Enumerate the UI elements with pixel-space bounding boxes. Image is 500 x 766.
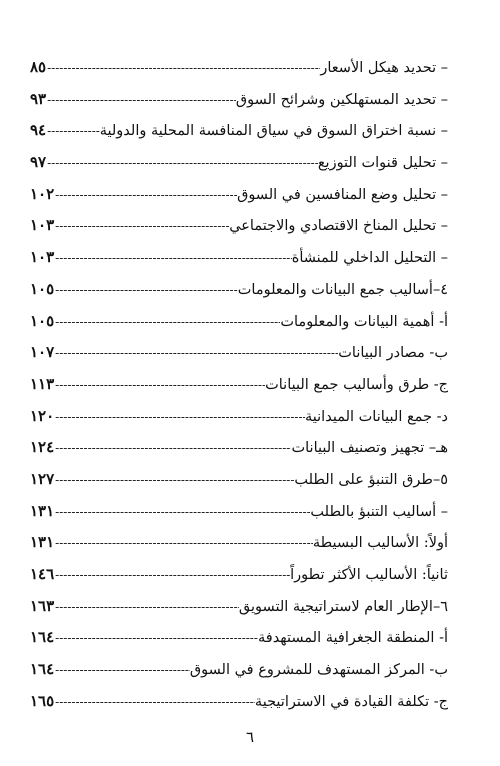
toc-page: ٩٤ <box>30 121 47 140</box>
toc-entry <box>30 628 448 660</box>
toc-page: ١٠٢ <box>30 184 55 203</box>
toc-page: ١٣١ <box>30 533 55 552</box>
toc-title: د- جمع البيانات الميدانية <box>305 408 448 425</box>
toc-page: ١٢٧ <box>30 469 55 488</box>
toc-title: أ- المنطقة الجغرافية المستهدفة <box>257 630 448 647</box>
toc-entry <box>30 533 448 565</box>
toc-page: ١٤٦ <box>30 565 55 583</box>
toc-title: – تحليل قنوات التوزيع <box>317 155 448 172</box>
toc-entry <box>30 565 448 597</box>
toc-title: هـ– تجهيز وتصنيف البيانات <box>291 440 448 457</box>
toc-page: ١٠٣ <box>30 248 55 267</box>
toc-page: ١٦٤ <box>30 628 55 647</box>
toc-entry <box>30 216 448 248</box>
leader-dots <box>55 346 338 360</box>
toc-entry <box>30 407 448 439</box>
toc-page: ١٠٣ <box>30 216 55 235</box>
toc-entry <box>30 343 448 375</box>
leader-dots <box>55 283 238 297</box>
toc-entry <box>30 248 448 280</box>
toc-title: ب- المركز المستهدف للمشروع في السوق <box>189 662 448 679</box>
toc-entry <box>30 375 448 407</box>
toc-title: أولاً: الأساليب البسيطة <box>312 535 448 552</box>
toc-page: ١٢٤ <box>30 438 55 457</box>
toc-title: أ- أهمية البيانات والمعلومات <box>280 313 448 330</box>
toc-entry <box>30 90 448 122</box>
leader-dots <box>55 441 291 455</box>
toc-entry <box>30 153 448 185</box>
toc-entry <box>30 502 448 534</box>
leader-dots <box>47 124 100 138</box>
leader-dots <box>47 93 236 107</box>
toc-page: ١٠٧ <box>30 343 55 362</box>
toc-title: – تحديد هيكل الأسعار <box>320 60 448 76</box>
toc-title: – نسبة اختراق السوق في سياق المنافسة المحلية والدولية <box>99 123 448 140</box>
toc-page: ١٦٤ <box>30 660 55 679</box>
toc-entry <box>30 692 448 724</box>
leader-dots <box>55 695 255 709</box>
toc-entry <box>30 660 448 692</box>
table-of-contents <box>30 58 448 723</box>
leader-dots <box>47 156 318 170</box>
toc-entry <box>30 470 448 502</box>
toc-entry <box>30 312 448 344</box>
leader-dots <box>55 219 229 233</box>
toc-section-title: ٦–الإطار العام لاستراتيجية التسويق <box>238 598 448 615</box>
toc-page: ١٢٠ <box>30 406 55 425</box>
page-number: ٦ <box>245 728 255 746</box>
leader-dots <box>55 473 294 487</box>
toc-page: ١٣١ <box>30 501 55 520</box>
toc-page: ٩٣ <box>30 89 47 108</box>
leader-dots <box>55 536 313 550</box>
toc-page: ١٠٥ <box>30 311 55 330</box>
leader-dots <box>55 631 258 645</box>
toc-title: ب- مصادر البيانات <box>338 345 448 362</box>
leader-dots <box>55 505 310 519</box>
leader-dots <box>55 315 280 329</box>
toc-page: ١١٣ <box>30 374 55 393</box>
toc-page: ١٠٥ <box>30 279 55 298</box>
toc-page: ٨٥ <box>30 58 47 76</box>
toc-title: ج- طرق وأساليب جمع البيانات <box>265 376 448 393</box>
toc-title: ج- تكلفة القيادة في الاستراتيجية <box>254 693 448 710</box>
toc-entry <box>30 280 448 312</box>
toc-page: ٩٧ <box>30 153 47 172</box>
leader-dots <box>55 188 237 202</box>
leader-dots <box>55 663 190 677</box>
leader-dots <box>55 251 292 265</box>
toc-section-title: ٤–أساليب جمع البيانات والمعلومات <box>237 281 448 298</box>
toc-section-title: ٥–طرق التنبؤ على الطلب <box>294 471 448 488</box>
toc-entry <box>30 438 448 470</box>
toc-title: – أساليب التنبؤ بالطلب <box>310 503 448 520</box>
toc-title: – تحليل المناخ الاقتصادي والاجتماعي <box>229 218 448 235</box>
toc-title: – التحليل الداخلي للمنشأة <box>291 250 448 267</box>
toc-title: ثانياً: الأساليب الأكثر تطوراً <box>290 567 448 583</box>
toc-entry <box>30 121 448 153</box>
leader-dots <box>55 568 290 582</box>
leader-dots <box>55 378 265 392</box>
toc-title: – تحديد المستهلكين وشرائح السوق <box>235 91 448 108</box>
leader-dots <box>55 600 239 614</box>
toc-page: ١٦٣ <box>30 596 55 615</box>
toc-page: ١٦٥ <box>30 691 55 710</box>
toc-title: – تحليل وضع المنافسين في السوق <box>237 186 448 203</box>
leader-dots <box>55 410 305 424</box>
toc-entry <box>30 58 448 90</box>
leader-dots <box>47 61 320 75</box>
toc-entry <box>30 185 448 217</box>
toc-entry <box>30 597 448 629</box>
